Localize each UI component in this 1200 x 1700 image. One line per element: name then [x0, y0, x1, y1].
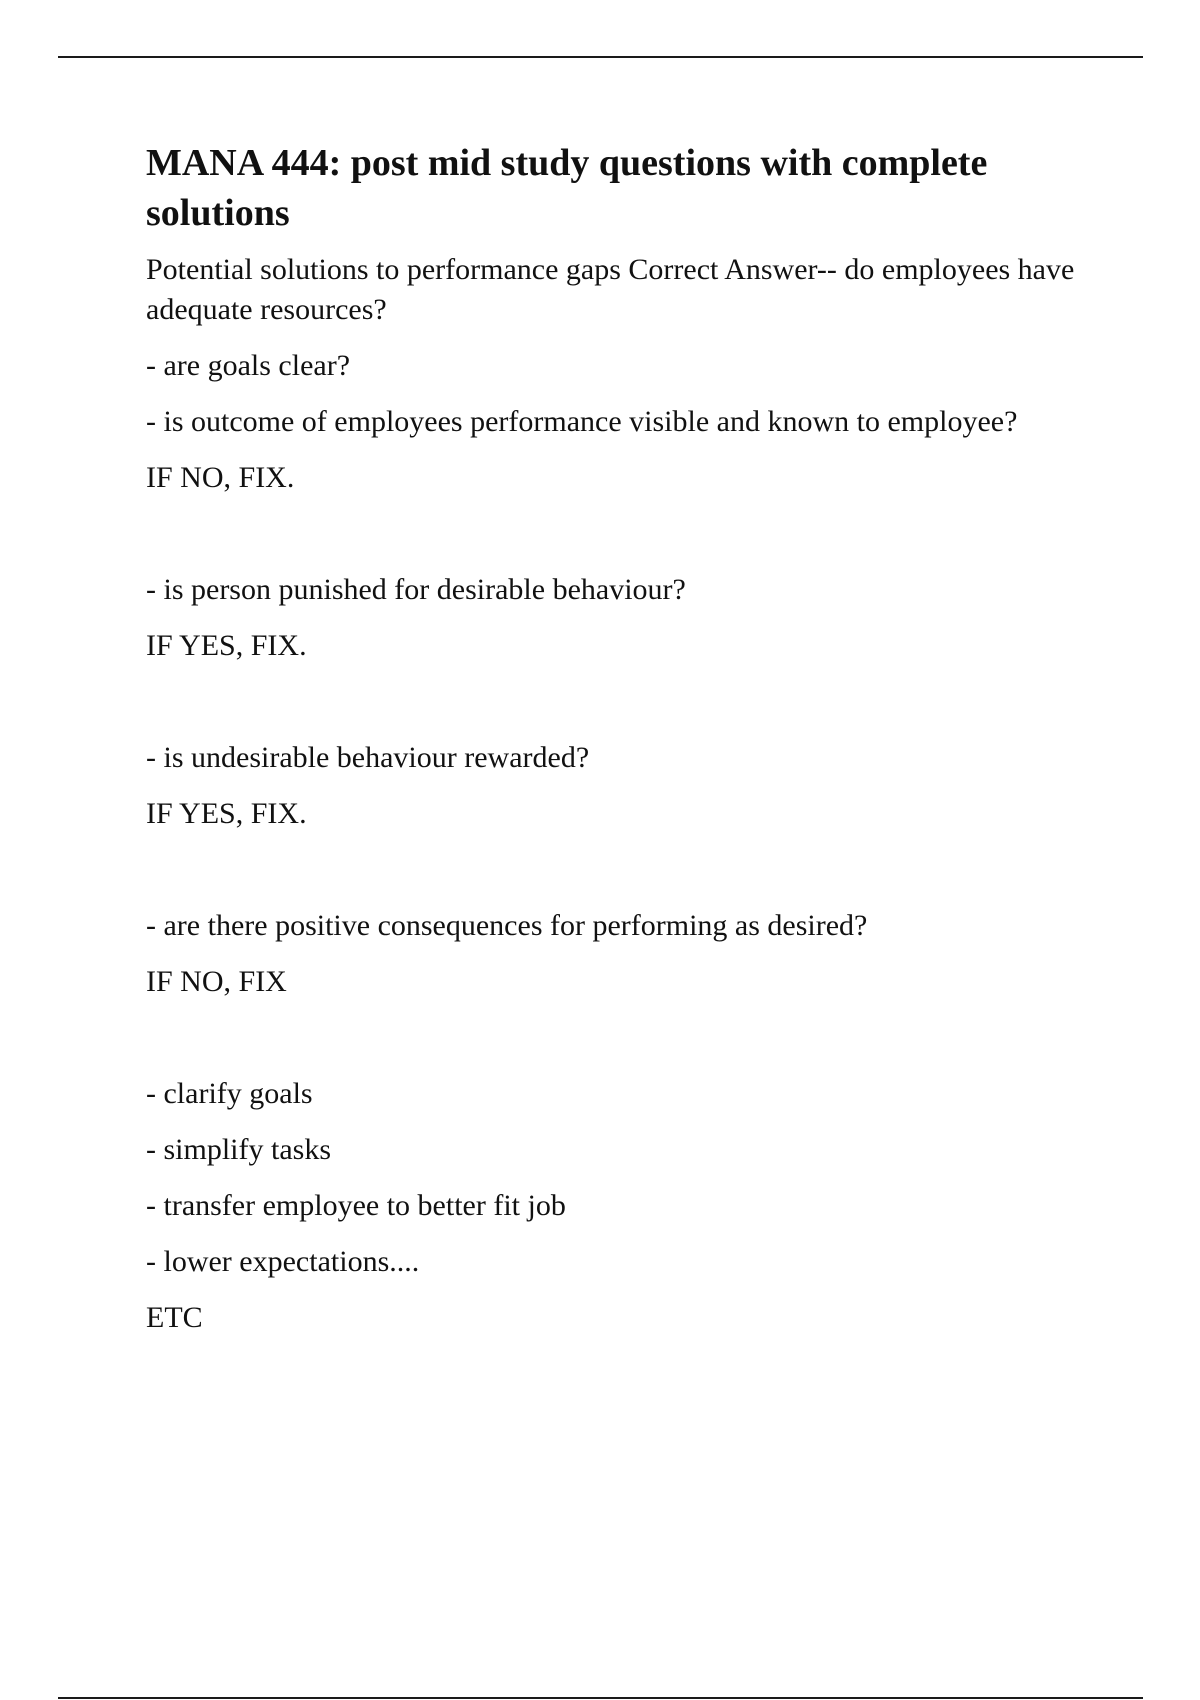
- blank-line: [146, 682, 1096, 738]
- answer-line: - is undesirable behaviour rewarded?: [146, 741, 590, 774]
- blank-line: [146, 514, 1096, 570]
- answer-line: - is outcome of employees performance visible and known to employee?: [146, 405, 1018, 438]
- document-title: MANA 444: post mid study questions with complete solutions: [146, 142, 988, 234]
- document-body: [146, 138, 1096, 1354]
- answer-line: IF YES, FIX.: [146, 629, 307, 662]
- answer-line: - is person punished for desirable behaviour?: [146, 573, 686, 606]
- answer-line: - simplify tasks: [146, 1133, 331, 1166]
- answer-line: - transfer employee to better fit job: [146, 1189, 566, 1222]
- answer-line: - are there positive consequences for performing as desired?: [146, 909, 868, 942]
- answer-line: IF NO, FIX: [146, 965, 287, 998]
- answer-line: IF YES, FIX.: [146, 797, 307, 830]
- answer-line: IF NO, FIX.: [146, 461, 295, 494]
- answer-line: - clarify goals: [146, 1077, 313, 1110]
- header-rule: [58, 56, 1143, 58]
- question-answer-intro: Potential solutions to performance gaps Correct Answer-- do employees have adequate resources?: [146, 253, 1075, 326]
- answer-line: ETC: [146, 1301, 203, 1334]
- answer-line: - lower expectations....: [146, 1245, 420, 1278]
- blank-line: [146, 850, 1096, 906]
- blank-line: [146, 1018, 1096, 1074]
- answer-line: - are goals clear?: [146, 349, 351, 382]
- footer-rule: [58, 1697, 1143, 1699]
